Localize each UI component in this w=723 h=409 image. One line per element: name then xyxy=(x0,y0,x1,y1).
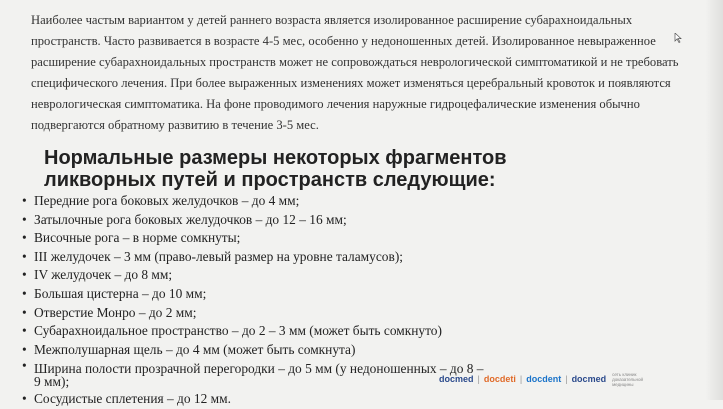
brand-docmed-2: docmed xyxy=(571,374,607,384)
list-item: • Затылочные рога боковых желудочков – до 12 – 16 мм; xyxy=(22,211,492,230)
list-item: • IV желудочек – до 8 мм; xyxy=(22,266,492,285)
brand-separator: | xyxy=(477,374,480,384)
brand-docdeti: docdeti xyxy=(483,374,516,384)
mouse-cursor-icon xyxy=(674,33,682,43)
list-item: • Межполушарная щель – до 4 мм (может быть сомкнута) xyxy=(22,341,492,360)
brand-separator: | xyxy=(565,374,568,384)
intro-paragraph: Наиболее частым вариантом у детей раннего возраста является изолированное расширение субарахноидальных пространств. Часто развивается в возрасте 4-5 мес, особенно у недоношенных детей. Изолированное невыраженное расширение субарахноидальных пространств может не сопровождаться неврологической симптоматикой и не требовать специфического лечения. При более выраженных изменениях может изменяться церебральный кровоток и появляются неврологическая симптоматика. На фоне проводимого лечения наружные гидроцефалические изменения обычно подвергаются обратному развитию в течение 3-5 мес. xyxy=(31,13,679,132)
brand-docdent: docdent xyxy=(526,374,562,384)
list-item: • Сосудистые сплетения – до 12 мм. xyxy=(22,390,492,409)
list-item: • Большая цистерна – до 10 мм; xyxy=(22,285,492,304)
list-item: • Ширина полости прозрачной перегородки – до 5 мм (у недоношенных – до 8 – 9 мм); xyxy=(22,359,492,390)
list-item: • Височные рога – в норме сомкнуты; xyxy=(22,229,492,248)
brand-docmed: docmed xyxy=(439,374,474,384)
list-item: • Отверстие Монро – до 2 мм; xyxy=(22,304,492,323)
norms-list xyxy=(22,192,492,409)
list-item: • III желудочек – 3 мм (право-левый размер на уровне таламусов); xyxy=(22,248,492,267)
slide-edge-shadow xyxy=(705,0,723,400)
brand-separator: | xyxy=(519,374,523,384)
list-item: • Передние рога боковых желудочков – до 4 мм; xyxy=(22,192,492,211)
brand-logos xyxy=(439,372,654,386)
list-item: • Субарахноидальное пространство – до 2 – 3 мм (может быть сомкнуто) xyxy=(22,322,492,341)
brand-tagline: сеть клиник доказательной медицины xyxy=(612,371,644,387)
section-heading: Нормальные размеры некоторых фрагментов ликворных путей и пространств следующие: xyxy=(44,147,507,191)
